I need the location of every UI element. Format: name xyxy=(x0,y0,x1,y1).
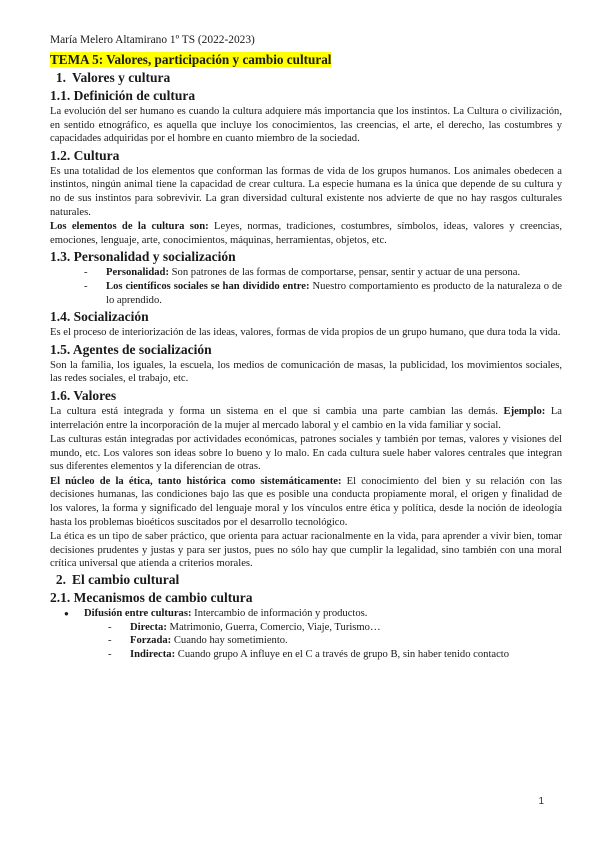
subsection-1-4-heading: 1.4. Socialización xyxy=(50,309,149,325)
cultura-elements-paragraph xyxy=(50,220,562,247)
section-1-heading xyxy=(50,70,562,86)
list-item-label: Forzada: xyxy=(130,635,172,647)
list-item xyxy=(108,621,562,635)
cultura-elements-label: Los elementos de la cultura son: xyxy=(50,221,209,233)
subsection-2-1-heading: 2.1. Mecanismos de cambio cultura xyxy=(50,590,253,606)
list-item-text: Matrimonio, Guerra, Comercio, Viaje, Turismo… xyxy=(166,621,381,633)
list-item-text: Cuando hay sometimiento. xyxy=(171,635,288,647)
list-item-label: Personalidad: xyxy=(106,267,169,279)
etica-nucleo-text: El conocimiento del bien y su relación con las decisiones humanas, las condiciones bajo las que es posible una conducta propiamente moral, el origen y finalidad de los valores, la forma y significado del lenguaje moral y los vínculos entre ética y política, desde la noción de ideología hasta los problemas bioéticos suscitados por el desarrollo tecnológico. xyxy=(50,475,562,528)
list-item-text: Nuestro comportamiento es producto de la naturaleza o de lo aprendido. xyxy=(106,280,562,306)
personalidad-list xyxy=(50,266,562,307)
list-item xyxy=(108,634,562,648)
document-title xyxy=(50,52,562,68)
page-number: 1 xyxy=(538,796,544,807)
list-item xyxy=(108,648,562,662)
list-item xyxy=(84,266,562,280)
cultura-elements-text: Leyes, normas, tradiciones, costumbres, símbolos, ideas, valores y creencias, emociones, lenguaje, arte, conocimientos, máquinas, herramientas, objetos, etc. xyxy=(50,221,562,246)
valores-paragraph-1 xyxy=(50,405,562,432)
section-2-heading xyxy=(50,572,562,588)
list-item xyxy=(84,280,562,307)
subsection-1-1-text: La evolución del ser humano es cuando la cultura adquiere más importancia que los instintos. La Cultura o civilización, en sentido etnográfico, es aquella que incluye los conocimientos, las creencias, el arte, el derecho, las costumbres y capacidades adquiridas por el hombre en cuanto miembro de la sociedad. xyxy=(50,106,562,145)
list-item-text: Son patrones de las formas de comportarse, pensar, sentir y actuar de una persona. xyxy=(168,267,521,279)
valores-paragraph-4: La ética es un tipo de saber práctico, que orienta para actuar racionalmente en la vida, para aprender a vivir bien, tomar decisiones prudentes y justas y para ser justos, pues no sólo hay que cumplir la legalidad, sino también con una moral crítica universal que atienda a criterios morales. xyxy=(50,531,562,570)
section-2-number: 2. xyxy=(55,572,66,588)
mecanismos-list xyxy=(50,607,562,661)
subsection-1-4-text: Es el proceso de interiorización de las ideas, valores, formas de vida propios de un grupo humano, que dura toda la vida. xyxy=(50,327,561,339)
list-item-text: Cuando grupo A influye en el C a través de grupo B, sin haber tenido contacto xyxy=(175,648,510,660)
difusion-sublist xyxy=(84,621,562,662)
list-item-label: Directa: xyxy=(130,621,167,633)
ejemplo-label: Ejemplo: xyxy=(503,405,546,417)
valores-paragraph-2: Las culturas están integradas por actividades económicas, patrones sociales y también por temas, valores y visiones del mundo, etc. Los valores son ideas sobre lo bueno y lo malo. En cada cultura suele haber valores centrales que integran sus diferentes elementos y la diferencian de otras. xyxy=(50,434,562,473)
etica-nucleo-label: El núcleo de la ética, tanto histórica como sistemáticamente: xyxy=(50,475,342,487)
list-item-label: Indirecta: xyxy=(130,648,176,660)
list-item xyxy=(62,607,562,661)
section-1-title: Valores y cultura xyxy=(72,70,171,85)
difusion-label: Difusión entre culturas: xyxy=(84,608,192,620)
difusion-text: Intercambio de información y productos. xyxy=(191,608,368,620)
valores-p1-text: La cultura está integrada y forma un sistema en el que si cambia una parte cambian las demás. xyxy=(50,405,504,417)
valores-paragraph-3 xyxy=(50,475,562,529)
section-2-title: El cambio cultural xyxy=(72,572,180,588)
subsection-1-2-text: Es una totalidad de los elementos que conforman las formas de vida de los grupos humanos. Los animales obedecen a instintos, ningún animal tiene la capacidad de crear cultura. La especie humana es la única que depende de su cultura y no de sus instintos para sobrevivir. La gran diversidad cultural existente nos advierte de que no hay rasgos culturales naturales. xyxy=(50,165,562,218)
subsection-1-5-heading: 1.5. Agentes de socialización xyxy=(50,341,212,357)
document-header: María Melero Altamirano 1º TS (2022-2023) xyxy=(50,34,255,46)
subsection-1-5-text: Son la familia, los iguales, la escuela, los medios de comunicación de masas, la publicidad, los movimientos sociales, las redes sociales, el trabajo, etc. xyxy=(50,359,562,385)
subsection-1-1-heading: 1.1. Definición de cultura xyxy=(50,88,196,103)
subsection-1-3-heading: 1.3. Personalidad y socialización xyxy=(50,249,236,265)
title-highlight: TEMA 5: Valores, participación y cambio cultural xyxy=(50,52,332,67)
valores-p1-text-2: La interrelación entre la incorporación de la mujer al mercado laboral y el cambio en la vida familiar y social. xyxy=(50,405,562,431)
list-item-label: Los científicos sociales se han dividido entre: xyxy=(106,280,310,292)
subsection-1-2-heading: 1.2. Cultura xyxy=(50,147,120,163)
section-1-number: 1. xyxy=(55,70,66,85)
subsection-1-6-heading: 1.6. Valores xyxy=(50,387,117,403)
